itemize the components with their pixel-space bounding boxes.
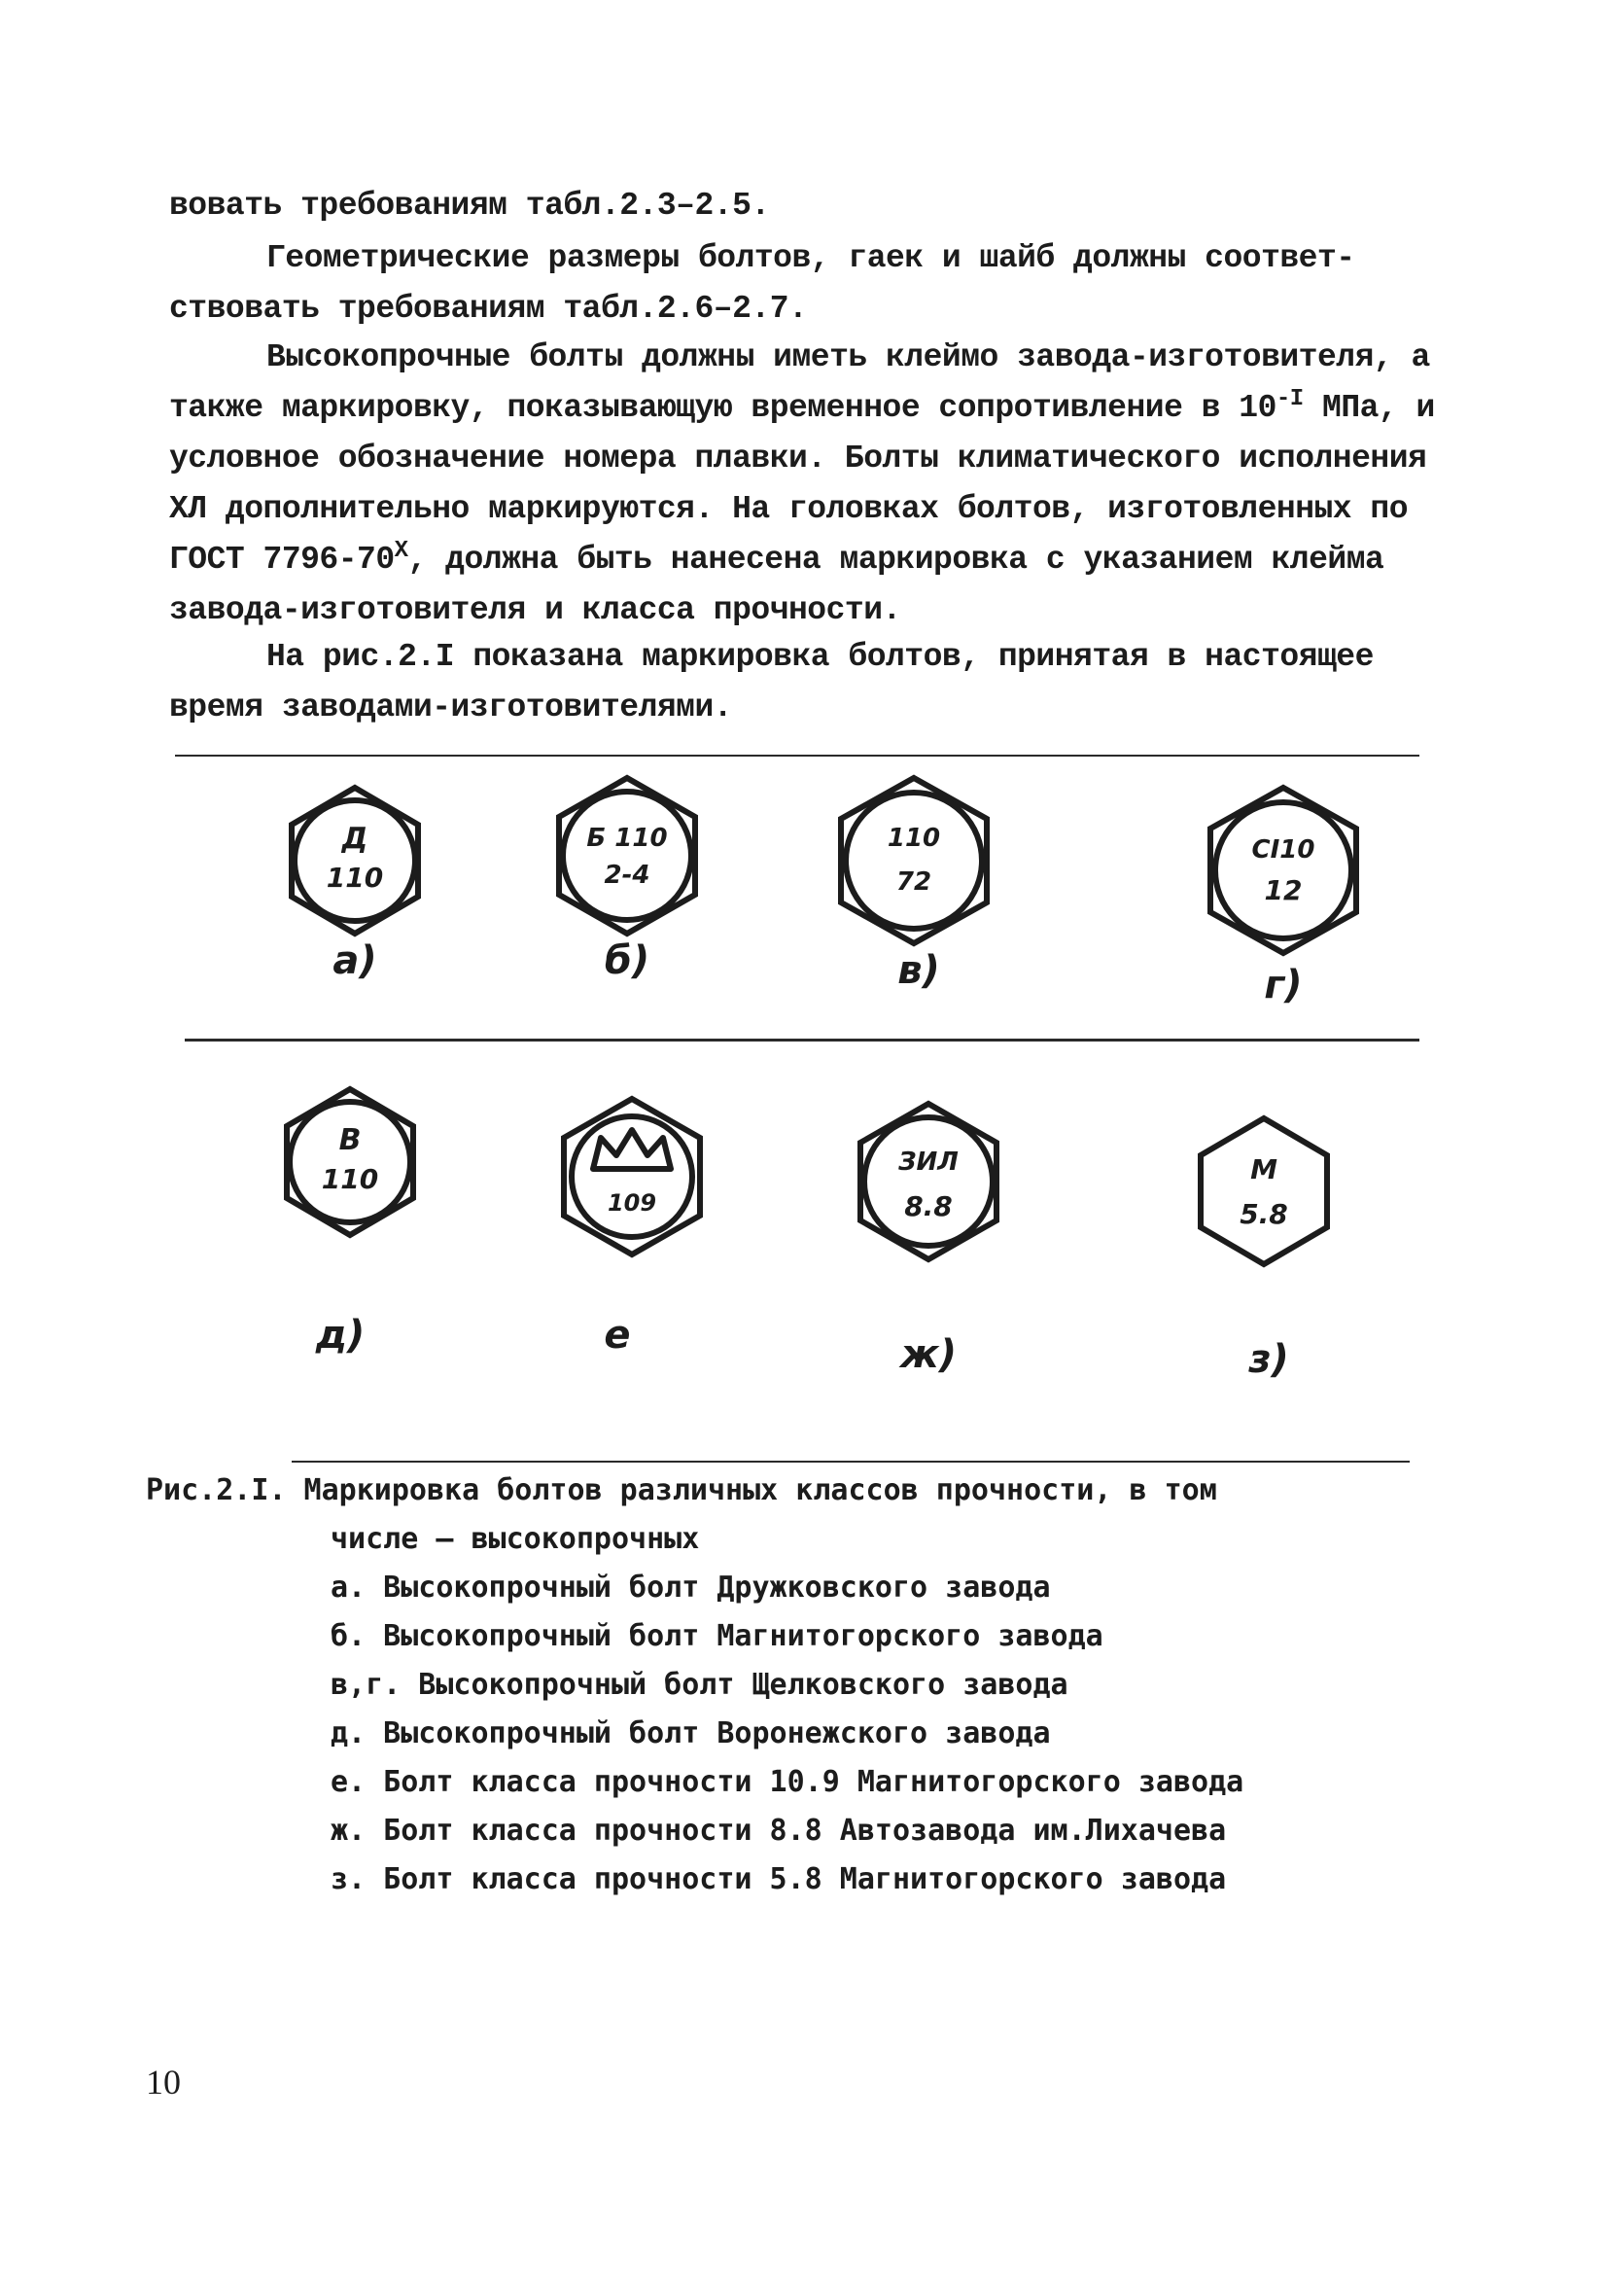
- figure-caption: [146, 1466, 1449, 1904]
- bolt-d-mark-1: В: [338, 1123, 362, 1157]
- bolt-e-mark-2: 109: [607, 1189, 657, 1217]
- caption-item-z: з. Болт класса прочности 5.8 Магнитогорского завода: [331, 1862, 1227, 1896]
- bolt-head-g: [1191, 778, 1376, 963]
- bolt-b-mark-2: 2-4: [604, 861, 650, 890]
- caption-title-continued: числе – высокопрочных: [331, 1522, 700, 1556]
- caption-item-zh: ж. Болт класса прочности 8.8 Автозавода им.Лихачева: [331, 1814, 1227, 1848]
- bolt-head-zh: [841, 1094, 1016, 1269]
- bolt-g-mark-1: СI10: [1251, 835, 1315, 865]
- caption-item-e: е. Болт класса прочности 10.9 Магнитогорского завода: [331, 1765, 1244, 1799]
- bolt-zh-mark-1: ЗИЛ: [898, 1148, 959, 1177]
- figure-label-v: в): [897, 948, 940, 993]
- bolt-a-mark-1: Д: [341, 822, 368, 856]
- bolt-v-mark-2: 72: [895, 867, 932, 897]
- bolt-b-mark-1: Б 110: [586, 824, 668, 853]
- bolt-head-zh-drawing: [841, 1094, 1016, 1269]
- bolt-head-v-drawing: [821, 768, 1006, 953]
- bolt-head-a: [272, 778, 437, 943]
- caption-item-vg: в,г. Высокопрочный болт Щелковского завода: [331, 1668, 1068, 1702]
- figure-label-a: а): [332, 938, 377, 983]
- figure-top-rule: [175, 755, 1419, 757]
- bolt-head-e-drawing: [544, 1089, 719, 1264]
- bolt-v-mark-1: 110: [887, 824, 941, 853]
- page-number: 10: [146, 2063, 181, 2102]
- paragraph-geometry: Геометрические размеры болтов, гаек и шайб должны соответ-ствовать требованиям табл.2.6–2.7.: [169, 240, 1355, 327]
- paragraph-marking: [169, 333, 1472, 636]
- figure-label-b: б): [604, 938, 650, 983]
- bolt-z-mark-2: 5.8: [1240, 1198, 1288, 1230]
- paragraph-continuation: вовать требованиям табл.2.3–2.5.: [169, 188, 770, 224]
- paragraph-marking-base: 10: [1239, 390, 1276, 426]
- bolt-z-mark-1: М: [1250, 1153, 1277, 1185]
- caption-item-b: б. Высокопрочный болт Магнитогорского завода: [331, 1619, 1103, 1653]
- figure-label-z: з): [1248, 1337, 1289, 1382]
- bolt-zh-mark-2: 8.8: [904, 1190, 953, 1222]
- bolt-head-z-drawing: [1181, 1109, 1346, 1274]
- caption-item-a: а. Высокопрочный болт Дружковского завода: [331, 1571, 1051, 1605]
- paragraph-marking-gost-mark: Х: [394, 538, 408, 564]
- bolt-head-g-drawing: [1191, 778, 1376, 963]
- bolt-d-mark-2: 110: [321, 1163, 379, 1195]
- figure-label-g: г): [1264, 963, 1303, 1007]
- caption-title: Рис.2.I. Маркировка болтов различных классов прочности, в том: [146, 1473, 1217, 1507]
- bolt-head-z: [1181, 1109, 1346, 1274]
- paragraph-marking-part1: Высокопрочные болты должны иметь клеймо завода-изготовителя, а также маркировку, показывающую временное сопротивление в: [169, 339, 1430, 426]
- bolt-head-d: [267, 1079, 433, 1245]
- bolt-head-v: [821, 768, 1006, 953]
- bolt-head-d-drawing: [267, 1079, 433, 1245]
- figure-bottom-rule: [292, 1461, 1410, 1463]
- caption-item-d: д. Высокопрочный болт Воронежского завода: [331, 1716, 1051, 1750]
- bolt-head-b: [540, 768, 715, 943]
- paragraph-marking-exponent: -I: [1276, 386, 1304, 412]
- paragraph-figure-ref: На рис.2.I показана маркировка болтов, принятая в настоящее время заводами-изготовителями.: [169, 639, 1374, 725]
- figure-middle-rule: [185, 1039, 1419, 1042]
- bolt-a-mark-2: 110: [326, 862, 384, 894]
- bolt-head-e: [544, 1089, 719, 1264]
- bolt-g-mark-2: 12: [1264, 874, 1303, 906]
- figure-label-d: д): [315, 1313, 366, 1358]
- bolt-head-b-drawing: [540, 768, 715, 943]
- paragraph-marking-part3: , должна быть нанесена маркировка с указанием клейма завода-изготовителя и класса прочности.: [169, 542, 1384, 628]
- bolt-head-a-drawing: [272, 778, 437, 943]
- figure-label-e: е: [604, 1313, 631, 1358]
- figure-label-zh: ж): [899, 1332, 958, 1377]
- paragraph-marking-part2: МПа, и условное обозначение номера плавки. Болты климатического исполнения ХЛ дополнительно маркируются. На головках болтов, изготовленных по ГОСТ 7796-70: [169, 390, 1435, 578]
